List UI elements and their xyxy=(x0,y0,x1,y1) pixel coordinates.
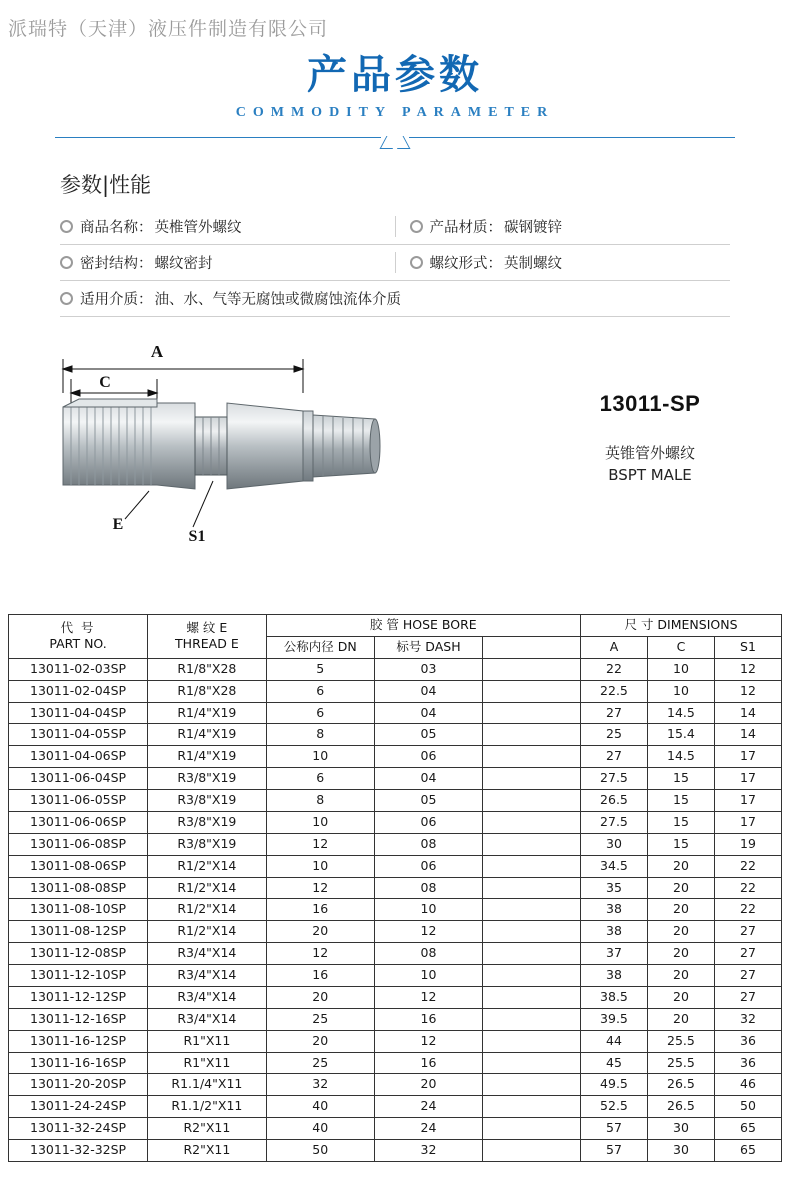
cell-c: 20 xyxy=(647,921,714,943)
cell-a: 22 xyxy=(580,658,647,680)
cell-a: 34.5 xyxy=(580,855,647,877)
cell-a: 22.5 xyxy=(580,680,647,702)
cell-spacer xyxy=(483,1052,581,1074)
table-header-row xyxy=(9,615,782,637)
cell-spacer xyxy=(483,986,581,1008)
parameter-label: 商品名称： xyxy=(80,220,153,236)
cell-a: 35 xyxy=(580,877,647,899)
cell-dash: 06 xyxy=(374,855,482,877)
parameter-label: 螺纹形式： xyxy=(429,256,502,272)
cell-dash: 24 xyxy=(374,1096,482,1118)
cell-s1: 17 xyxy=(714,746,781,768)
cell-dash: 20 xyxy=(374,1074,482,1096)
table-row xyxy=(9,1052,782,1074)
cell-dn: 12 xyxy=(266,877,374,899)
cell-c: 25.5 xyxy=(647,1052,714,1074)
header-hose-bore: 胶 管 HOSE BORE xyxy=(266,615,580,637)
cell-part-no: 13011-12-08SP xyxy=(9,943,148,965)
cell-spacer xyxy=(483,899,581,921)
cell-dash: 08 xyxy=(374,943,482,965)
cell-part-no: 13011-16-16SP xyxy=(9,1052,148,1074)
cell-spacer xyxy=(483,680,581,702)
cell-c: 25.5 xyxy=(647,1030,714,1052)
cell-dn: 6 xyxy=(266,680,374,702)
cell-dash: 16 xyxy=(374,1008,482,1030)
cell-spacer xyxy=(483,921,581,943)
header-part-no-cn: 代 号 xyxy=(60,619,96,635)
subheader-c: C xyxy=(647,636,714,658)
header-dimensions: 尺 寸 DIMENSIONS xyxy=(580,615,781,637)
cell-spacer xyxy=(483,790,581,812)
cell-a: 27.5 xyxy=(580,768,647,790)
bullet-icon xyxy=(60,292,73,305)
cell-s1: 22 xyxy=(714,855,781,877)
cell-s1: 22 xyxy=(714,899,781,921)
cell-dn: 10 xyxy=(266,855,374,877)
parameter-item xyxy=(60,252,381,273)
cell-c: 15 xyxy=(647,833,714,855)
table-row xyxy=(9,877,782,899)
parameter-row xyxy=(60,209,730,245)
cell-thread: R1"X11 xyxy=(148,1052,267,1074)
cell-part-no: 13011-08-10SP xyxy=(9,899,148,921)
cell-a: 38 xyxy=(580,965,647,987)
parameter-value: 英椎管外螺纹 xyxy=(154,220,242,236)
cell-s1: 22 xyxy=(714,877,781,899)
cell-part-no: 13011-02-03SP xyxy=(9,658,148,680)
cell-s1: 17 xyxy=(714,790,781,812)
cell-spacer xyxy=(483,1118,581,1140)
cell-spacer xyxy=(483,1008,581,1030)
cell-dn: 8 xyxy=(266,790,374,812)
parameter-value: 碳钢镀锌 xyxy=(504,220,562,236)
parameter-value: 油、水、气等无腐蚀或微腐蚀流体介质 xyxy=(154,292,401,308)
cell-dash: 12 xyxy=(374,921,482,943)
cell-c: 15 xyxy=(647,790,714,812)
cell-part-no: 13011-08-08SP xyxy=(9,877,148,899)
cell-s1: 19 xyxy=(714,833,781,855)
parameter-item xyxy=(60,288,730,309)
part-number-block xyxy=(540,391,760,487)
cell-part-no: 13011-04-04SP xyxy=(9,702,148,724)
part-code: 13011-SP xyxy=(599,391,701,416)
cell-dash: 32 xyxy=(374,1140,482,1162)
part-desc-en: BSPT MALE xyxy=(608,465,692,484)
parameter-label: 适用介质： xyxy=(80,292,153,308)
cell-dn: 16 xyxy=(266,899,374,921)
cell-dn: 40 xyxy=(266,1096,374,1118)
bullet-icon xyxy=(60,256,73,269)
table-row xyxy=(9,658,782,680)
cell-spacer xyxy=(483,724,581,746)
cell-s1: 65 xyxy=(714,1140,781,1162)
cell-spacer xyxy=(483,702,581,724)
cell-thread: R2"X11 xyxy=(148,1118,267,1140)
cell-a: 25 xyxy=(580,724,647,746)
cell-thread: R2"X11 xyxy=(148,1140,267,1162)
header-part-no-en: PART NO. xyxy=(49,636,107,652)
table-row xyxy=(9,1030,782,1052)
bullet-icon xyxy=(410,256,423,269)
cell-s1: 65 xyxy=(714,1118,781,1140)
table-row xyxy=(9,680,782,702)
cell-part-no: 13011-06-08SP xyxy=(9,833,148,855)
cell-spacer xyxy=(483,1030,581,1052)
cell-thread: R3/8"X19 xyxy=(148,833,267,855)
cell-c: 20 xyxy=(647,855,714,877)
cell-part-no: 13011-02-04SP xyxy=(9,680,148,702)
cell-dn: 25 xyxy=(266,1052,374,1074)
cell-a: 27.5 xyxy=(580,811,647,833)
cell-a: 27 xyxy=(580,746,647,768)
cell-dash: 12 xyxy=(374,1030,482,1052)
part-desc-cn: 英锥管外螺纹 xyxy=(604,444,695,462)
cell-a: 26.5 xyxy=(580,790,647,812)
cell-c: 20 xyxy=(647,899,714,921)
cell-part-no: 13011-12-12SP xyxy=(9,986,148,1008)
parameter-value: 英制螺纹 xyxy=(504,256,562,272)
svg-text:C: C xyxy=(99,374,111,391)
header-thread-cn: 螺 纹 E xyxy=(186,619,228,635)
cell-dn: 12 xyxy=(266,833,374,855)
cell-c: 15 xyxy=(647,768,714,790)
cell-s1: 17 xyxy=(714,811,781,833)
cell-spacer xyxy=(483,833,581,855)
cell-s1: 36 xyxy=(714,1052,781,1074)
svg-text:S1: S1 xyxy=(188,528,206,545)
cell-dn: 5 xyxy=(266,658,374,680)
table-row xyxy=(9,833,782,855)
cell-c: 10 xyxy=(647,658,714,680)
cell-thread: R3/8"X19 xyxy=(148,811,267,833)
cell-a: 49.5 xyxy=(580,1074,647,1096)
cell-dn: 32 xyxy=(266,1074,374,1096)
cell-part-no: 13011-04-06SP xyxy=(9,746,148,768)
bullet-icon xyxy=(410,220,423,233)
cell-spacer xyxy=(483,746,581,768)
cell-a: 45 xyxy=(580,1052,647,1074)
cell-thread: R1.1/2"X11 xyxy=(148,1096,267,1118)
cell-dash: 06 xyxy=(374,811,482,833)
company-name: 派瑞特（天津）液压件制造有限公司 xyxy=(8,18,329,40)
cell-thread: R1/8"X28 xyxy=(148,658,267,680)
cell-a: 27 xyxy=(580,702,647,724)
cell-dash: 05 xyxy=(374,790,482,812)
bullet-icon xyxy=(60,220,73,233)
cell-part-no: 13011-32-24SP xyxy=(9,1118,148,1140)
cell-s1: 27 xyxy=(714,965,781,987)
cell-spacer xyxy=(483,943,581,965)
cell-spacer xyxy=(483,768,581,790)
cell-dn: 10 xyxy=(266,811,374,833)
parameter-item xyxy=(60,216,381,237)
cell-s1: 17 xyxy=(714,768,781,790)
title-block xyxy=(0,53,790,121)
cell-thread: R1.1/4"X11 xyxy=(148,1074,267,1096)
cell-dash: 05 xyxy=(374,724,482,746)
cell-dn: 20 xyxy=(266,986,374,1008)
table-row xyxy=(9,790,782,812)
table-row xyxy=(9,1096,782,1118)
cell-dn: 10 xyxy=(266,746,374,768)
parameter-label: 密封结构： xyxy=(80,256,153,272)
cell-dn: 6 xyxy=(266,702,374,724)
cell-dn: 12 xyxy=(266,943,374,965)
cell-thread: R3/4"X14 xyxy=(148,943,267,965)
cell-s1: 27 xyxy=(714,986,781,1008)
fitting-drawing xyxy=(45,331,545,586)
parameter-row xyxy=(60,281,730,317)
table-row xyxy=(9,899,782,921)
cell-c: 20 xyxy=(647,1008,714,1030)
cell-dn: 50 xyxy=(266,1140,374,1162)
cell-dn: 16 xyxy=(266,965,374,987)
cell-c: 10 xyxy=(647,680,714,702)
cell-thread: R1"X11 xyxy=(148,1030,267,1052)
cell-c: 15 xyxy=(647,811,714,833)
cell-part-no: 13011-12-16SP xyxy=(9,1008,148,1030)
parameter-value: 螺纹密封 xyxy=(154,256,213,272)
subheader-blank xyxy=(483,636,581,658)
cell-thread: R1/2"X14 xyxy=(148,921,267,943)
cell-c: 14.5 xyxy=(647,702,714,724)
cell-s1: 50 xyxy=(714,1096,781,1118)
header-thread xyxy=(148,615,267,659)
cell-thread: R1/8"X28 xyxy=(148,680,267,702)
cell-dash: 04 xyxy=(374,680,482,702)
table-row xyxy=(9,724,782,746)
table-row xyxy=(9,702,782,724)
table-row xyxy=(9,1140,782,1162)
page-subtitle: COMMODITY PARAMETER xyxy=(235,105,555,120)
cell-s1: 27 xyxy=(714,943,781,965)
dimensions-table-wrap xyxy=(8,614,782,1162)
cell-part-no: 13011-06-04SP xyxy=(9,768,148,790)
cell-dash: 10 xyxy=(374,965,482,987)
cell-dn: 25 xyxy=(266,1008,374,1030)
cell-part-no: 13011-12-10SP xyxy=(9,965,148,987)
cell-part-no: 13011-20-20SP xyxy=(9,1074,148,1096)
cell-thread: R1/2"X14 xyxy=(148,899,267,921)
cell-part-no: 13011-06-06SP xyxy=(9,811,148,833)
cell-dn: 20 xyxy=(266,921,374,943)
cell-c: 20 xyxy=(647,986,714,1008)
cell-dash: 10 xyxy=(374,899,482,921)
cell-s1: 27 xyxy=(714,921,781,943)
cell-part-no: 13011-16-12SP xyxy=(9,1030,148,1052)
cell-s1: 14 xyxy=(714,702,781,724)
parameters-section xyxy=(60,169,730,317)
cell-part-no: 13011-24-24SP xyxy=(9,1096,148,1118)
cell-dash: 08 xyxy=(374,877,482,899)
table-row xyxy=(9,986,782,1008)
table-body xyxy=(9,658,782,1161)
cell-a: 57 xyxy=(580,1140,647,1162)
cell-spacer xyxy=(483,855,581,877)
subheader-dn: 公称内径 DN xyxy=(266,636,374,658)
cell-part-no: 13011-08-12SP xyxy=(9,921,148,943)
table-row xyxy=(9,768,782,790)
cell-thread: R3/8"X19 xyxy=(148,790,267,812)
cell-s1: 14 xyxy=(714,724,781,746)
cell-dash: 24 xyxy=(374,1118,482,1140)
cell-c: 30 xyxy=(647,1140,714,1162)
cell-dash: 04 xyxy=(374,768,482,790)
cell-thread: R1/2"X14 xyxy=(148,877,267,899)
cell-s1: 12 xyxy=(714,680,781,702)
cell-a: 52.5 xyxy=(580,1096,647,1118)
cell-thread: R1/4"X19 xyxy=(148,702,267,724)
table-row xyxy=(9,855,782,877)
cell-s1: 46 xyxy=(714,1074,781,1096)
header-thread-en: THREAD E xyxy=(175,636,239,652)
parameters-heading: 参数|性能 xyxy=(60,173,152,197)
cell-a: 38 xyxy=(580,899,647,921)
cell-dash: 06 xyxy=(374,746,482,768)
cell-spacer xyxy=(483,1140,581,1162)
cell-a: 38.5 xyxy=(580,986,647,1008)
cell-a: 57 xyxy=(580,1118,647,1140)
column-divider xyxy=(395,252,396,273)
table-row xyxy=(9,921,782,943)
cell-thread: R1/4"X19 xyxy=(148,746,267,768)
cell-dn: 20 xyxy=(266,1030,374,1052)
cell-dash: 03 xyxy=(374,658,482,680)
cell-spacer xyxy=(483,877,581,899)
parameter-label: 产品材质： xyxy=(429,220,502,236)
cell-c: 14.5 xyxy=(647,746,714,768)
cell-dash: 12 xyxy=(374,986,482,1008)
cell-c: 26.5 xyxy=(647,1074,714,1096)
cell-s1: 36 xyxy=(714,1030,781,1052)
table-row xyxy=(9,811,782,833)
cell-c: 26.5 xyxy=(647,1096,714,1118)
cell-c: 20 xyxy=(647,877,714,899)
cell-spacer xyxy=(483,811,581,833)
divider-notch xyxy=(381,137,409,151)
cell-thread: R3/4"X14 xyxy=(148,965,267,987)
cell-spacer xyxy=(483,1074,581,1096)
cell-s1: 32 xyxy=(714,1008,781,1030)
table-row xyxy=(9,943,782,965)
cell-c: 20 xyxy=(647,943,714,965)
cell-a: 37 xyxy=(580,943,647,965)
subheader-s1: S1 xyxy=(714,636,781,658)
cell-a: 38 xyxy=(580,921,647,943)
product-drawing-area xyxy=(0,331,790,596)
subheader-dash: 标号 DASH xyxy=(374,636,482,658)
table-row xyxy=(9,746,782,768)
cell-spacer xyxy=(483,658,581,680)
title-divider xyxy=(0,129,790,155)
cell-a: 44 xyxy=(580,1030,647,1052)
svg-text:E: E xyxy=(112,516,124,533)
column-divider xyxy=(395,216,396,237)
table-row xyxy=(9,1008,782,1030)
parameter-item xyxy=(410,216,731,237)
header-part-no xyxy=(9,615,148,659)
cell-part-no: 13011-06-05SP xyxy=(9,790,148,812)
cell-dn: 40 xyxy=(266,1118,374,1140)
cell-thread: R3/4"X14 xyxy=(148,986,267,1008)
cell-a: 30 xyxy=(580,833,647,855)
cell-dash: 08 xyxy=(374,833,482,855)
cell-dn: 6 xyxy=(266,768,374,790)
cell-spacer xyxy=(483,1096,581,1118)
cell-a: 39.5 xyxy=(580,1008,647,1030)
cell-dn: 8 xyxy=(266,724,374,746)
table-row xyxy=(9,1074,782,1096)
cell-thread: R1/2"X14 xyxy=(148,855,267,877)
table-row xyxy=(9,965,782,987)
cell-dash: 16 xyxy=(374,1052,482,1074)
cell-s1: 12 xyxy=(714,658,781,680)
svg-text:A: A xyxy=(150,342,164,361)
cell-part-no: 13011-08-06SP xyxy=(9,855,148,877)
cell-c: 20 xyxy=(647,965,714,987)
subheader-a: A xyxy=(580,636,647,658)
cell-part-no: 13011-04-05SP xyxy=(9,724,148,746)
cell-c: 30 xyxy=(647,1118,714,1140)
table-row xyxy=(9,1118,782,1140)
cell-part-no: 13011-32-32SP xyxy=(9,1140,148,1162)
cell-thread: R3/4"X14 xyxy=(148,1008,267,1030)
parameter-item xyxy=(410,252,731,273)
cell-thread: R1/4"X19 xyxy=(148,724,267,746)
cell-dash: 04 xyxy=(374,702,482,724)
page-title: 产品参数 xyxy=(307,52,483,98)
parameter-row xyxy=(60,245,730,281)
cell-spacer xyxy=(483,965,581,987)
dimensions-table xyxy=(8,614,782,1162)
cell-thread: R3/8"X19 xyxy=(148,768,267,790)
cell-c: 15.4 xyxy=(647,724,714,746)
